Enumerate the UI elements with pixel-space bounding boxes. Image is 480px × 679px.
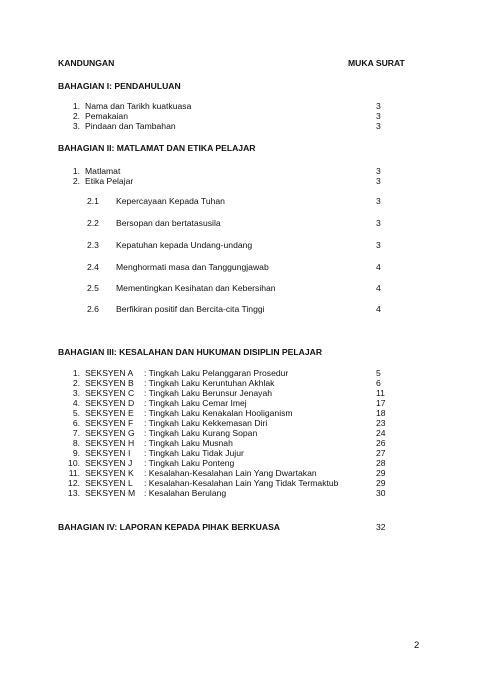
toc-page: 32	[376, 522, 386, 532]
toc-number: 6.	[72, 418, 80, 428]
page-number: 2	[414, 640, 420, 651]
part2-title: BAHAGIAN II: MATLAMAT DAN ETIKA PELAJAR	[58, 143, 256, 153]
toc-row[interactable]	[0, 488, 480, 498]
section-code: SEKSYEN M	[85, 488, 136, 498]
toc-text: Menghormati masa dan Tanggungjawab	[116, 262, 269, 272]
toc-page: 3	[376, 196, 381, 206]
toc-number: 4.	[72, 398, 80, 408]
section-code: SEKSYEN I	[85, 448, 131, 458]
toc-row[interactable]	[0, 448, 480, 458]
section-code: SEKSYEN J	[85, 458, 133, 468]
toc-subnumber: 2.6	[87, 304, 99, 314]
section-code: SEKSYEN E	[85, 408, 134, 418]
toc-text: Pindaan dan Tambahan	[85, 121, 176, 131]
toc-page: 4	[376, 304, 381, 314]
toc-text: : Tingkah Laku Kekkemasan Diri	[144, 418, 268, 428]
section-code: SEKSYEN C	[85, 388, 135, 398]
toc-row[interactable]	[0, 378, 480, 388]
toc-row[interactable]	[0, 111, 480, 121]
toc-number: 1.	[72, 368, 80, 378]
toc-number: 8.	[72, 438, 80, 448]
section-code: SEKSYEN D	[85, 398, 135, 408]
toc-number: 13.	[68, 488, 80, 498]
toc-page: 26	[376, 438, 386, 448]
toc-page: 3	[376, 166, 381, 176]
toc-number: 2.	[72, 378, 80, 388]
toc-page: 29	[376, 478, 386, 488]
toc-row[interactable]	[0, 418, 480, 428]
part4-row[interactable]	[0, 522, 480, 532]
section-code: SEKSYEN A	[85, 368, 134, 378]
toc-text: : Tingkah Laku Pelanggaran Prosedur	[144, 368, 289, 378]
toc-row[interactable]	[0, 458, 480, 468]
section-code: SEKSYEN H	[85, 438, 135, 448]
toc-page: 23	[376, 418, 386, 428]
toc-subrow[interactable]	[0, 218, 480, 228]
toc-page: 17	[376, 398, 386, 408]
toc-page: 4	[376, 283, 381, 293]
toc-number: 7.	[72, 428, 80, 438]
page-column-heading: MUKA SURAT	[348, 58, 405, 68]
toc-number: 2.	[72, 176, 80, 186]
toc-text: : Tingkah Laku Keruntuhan Akhlak	[144, 378, 275, 388]
toc-page: 11	[376, 388, 385, 398]
part1-title: BAHAGIAN I: PENDAHULUAN	[58, 81, 181, 91]
toc-page: 28	[376, 458, 386, 468]
toc-page: 29	[376, 468, 386, 478]
toc-number: 9.	[72, 448, 80, 458]
toc-subrow[interactable]	[0, 240, 480, 250]
section-code: SEKSYEN B	[85, 378, 134, 388]
toc-text: Matlamat	[85, 166, 121, 176]
toc-page: 24	[376, 428, 386, 438]
toc-text: : Tingkah Laku Tidak Jujur	[144, 448, 244, 458]
toc-text: : Tingkah Laku Kenakalan Hooliganism	[144, 408, 293, 418]
toc-row[interactable]	[0, 176, 480, 186]
toc-subnumber: 2.4	[87, 262, 99, 272]
toc-row[interactable]	[0, 368, 480, 378]
toc-text: Kepercayaan Kepada Tuhan	[116, 196, 225, 206]
toc-row[interactable]	[0, 166, 480, 176]
toc-row[interactable]	[0, 398, 480, 408]
toc-text: : Kesalahan-Kesalahan Lain Yang Tidak Termaktub	[144, 478, 339, 488]
toc-subnumber: 2.1	[87, 196, 99, 206]
section-code: SEKSYEN K	[85, 468, 134, 478]
toc-number: 3.	[72, 388, 80, 398]
contents-heading: KANDUNGAN	[58, 58, 115, 68]
toc-page: 18	[376, 408, 386, 418]
toc-text: : Tingkah Laku Musnah	[144, 438, 233, 448]
toc-text: Mementingkan Kesihatan dan Kebersihan	[116, 283, 276, 293]
toc-page: 3	[376, 121, 381, 131]
toc-text: Etika Pelajar	[85, 176, 134, 186]
toc-text: : Tingkah Laku Kurang Sopan	[144, 428, 258, 438]
toc-number: 1.	[72, 166, 80, 176]
toc-number: 11.	[68, 468, 80, 478]
toc-text: : Tingkah Laku Cemar Imej	[144, 398, 247, 408]
part3-title: BAHAGIAN III: KESALAHAN DAN HUKUMAN DISIPLIN PELAJAR	[58, 347, 323, 357]
toc-row[interactable]	[0, 478, 480, 488]
toc-text: Kepatuhan kepada Undang-undang	[116, 240, 253, 250]
toc-page: 3	[376, 111, 381, 121]
toc-number: 5.	[72, 408, 80, 418]
toc-subnumber: 2.2	[87, 218, 99, 228]
toc-number: 12.	[68, 478, 80, 488]
toc-text: : Kesalahan Berulang	[144, 488, 227, 498]
toc-number: 10.	[68, 458, 80, 468]
toc-text: Pemakaian	[85, 111, 128, 121]
toc-row[interactable]	[0, 408, 480, 418]
toc-page: 5	[376, 368, 381, 378]
toc-row[interactable]	[0, 428, 480, 438]
toc-page: 6	[376, 378, 381, 388]
toc-subnumber: 2.3	[87, 240, 99, 250]
toc-subrow[interactable]	[0, 304, 480, 314]
toc-subnumber: 2.5	[87, 283, 99, 293]
toc-text: : Kesalahan-Kesalahan Lain Yang Dwartakan	[144, 468, 317, 478]
toc-page: 30	[376, 488, 386, 498]
toc-row[interactable]	[0, 468, 480, 478]
toc-text: Nama dan Tarikh kuatkuasa	[85, 101, 192, 111]
toc-text: : Tingkah Laku Berunsur Jenayah	[144, 388, 273, 398]
toc-subrow[interactable]	[0, 196, 480, 206]
toc-row[interactable]	[0, 438, 480, 448]
part4-title: BAHAGIAN IV: LAPORAN KEPADA PIHAK BERKUASA	[58, 522, 281, 532]
toc-text: Bersopan dan bertatasusila	[116, 218, 221, 228]
toc-row[interactable]	[0, 121, 480, 131]
toc-text: : Tingkah Laku Ponteng	[144, 458, 235, 468]
toc-subrow[interactable]	[0, 262, 480, 272]
toc-page: 3	[376, 240, 381, 250]
toc-row[interactable]	[0, 101, 480, 111]
toc-row[interactable]	[0, 388, 480, 398]
toc-number: 3.	[72, 121, 80, 131]
toc-subrow[interactable]	[0, 283, 480, 293]
toc-number: 1.	[72, 101, 80, 111]
toc-page: 4	[376, 262, 381, 272]
toc-text: Berfikiran positif dan Bercita-cita Tinggi	[116, 304, 265, 314]
section-code: SEKSYEN G	[85, 428, 135, 438]
section-code: SEKSYEN F	[85, 418, 134, 428]
toc-page: 3	[376, 218, 381, 228]
toc-page: 3	[376, 101, 381, 111]
toc-page: 3	[376, 176, 381, 186]
toc-page: 27	[376, 448, 386, 458]
section-code: SEKSYEN L	[85, 478, 133, 488]
toc-number: 2.	[72, 111, 80, 121]
